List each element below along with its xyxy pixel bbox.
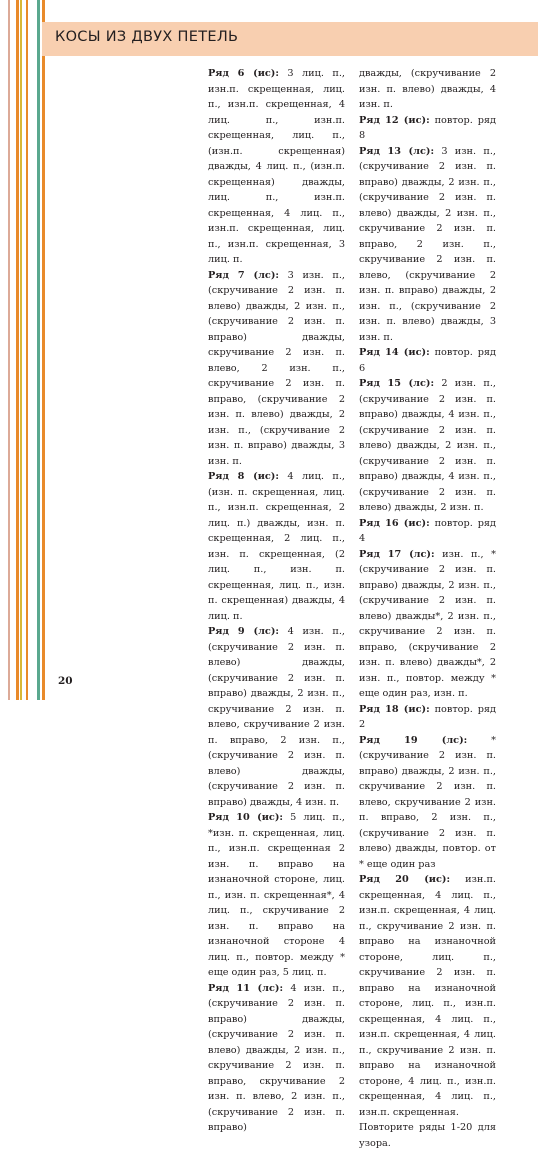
pattern-row-paragraph [208,981,345,1136]
row-instructions: 5 лиц. п., *изн. п. скрещенная, лиц. п., изн.п. скрещенная 2 изн. п. вправо на изнаночной стороне, лиц. п., изн. п. скрещенная*, 4 лиц. п., скручивание 2 изн. п. вправо на изнаночной стороне 4 лиц. п., повтор. между * еще один раз, 5 лиц. п. [208,812,346,978]
pattern-row-paragraph [359,144,496,346]
row-instructions: дважды, (скручивание 2 изн. п. влево) дважды, 4 изн. п. [359,68,496,110]
row-label: Ряд 13 (лс): [359,145,435,157]
pattern-row-paragraph [359,547,496,702]
page-number: 20 [58,675,73,687]
row-instructions: повтор. ряд 6 [359,347,496,374]
pattern-row-paragraph [359,376,496,516]
row-instructions: *(скручивание 2 изн. п. вправо) дважды, 2 изн. п., скручивание 2 изн. п. влево, скручивание 2 изн. п. вправо, 2 изн. п., (скручивание 2 изн. п. влево) дважды, повтор. от * еще один раз [359,734,496,870]
row-instructions: изн. п., *(скручивание 2 изн. п. вправо) дважды, 2 изн. п., (скручивание 2 изн. п. влево) дважды*, 2 изн. п., скручивание 2 изн. п. вправо, (скручивание 2 изн. п. влево) дважды*, 2 изн. п., повтор. между * еще один раз, изн. п. [359,548,496,699]
row-label: Ряд 15 (лс): [359,378,435,389]
row-instructions: повтор. ряд 2 [359,703,496,730]
row-instructions: 2 изн. п., (скручивание 2 изн. п. вправо) дважды, 4 изн. п., (скручивание 2 изн. п. влево) дважды, 2 изн. п., (скручивание 2 изн. п. вправо) дважды, 4 изн. п., (скручивание 2 изн. п. влево) дважды, 2 изн. п. [359,378,496,513]
stripe-orange-1 [16,0,19,700]
pattern-row-paragraph [208,810,345,981]
stripe-orange-3 [42,0,45,700]
top-strip [0,0,538,9]
pattern-row-paragraph [208,268,345,470]
row-instructions: 3 лиц. п., изн.п. скрещенная, лиц. п., изн.п. скрещенная, 4 лиц. п., изн.п. скрещенная, лиц. п., (изн.п. скрещенная) дважды, 4 лиц. п., (изн.п. скрещенная) дважды, лиц. п., изн.п. скрещенная, 4 лиц. п., изн.п. скрещенная, лиц. п., изн.п. скрещенная, 3 лиц. п. [208,68,345,265]
pattern-row-paragraph [359,113,496,144]
row-label: Ряд 7 (лс): [208,269,279,281]
row-instructions: 3 изн. п., (скручивание 2 изн. п. вправо) дважды, 2 изн. п., (скручивание 2 изн. п. влево) дважды, 2 изн. п., скручивание 2 изн. п. вправо, 2 изн. п., скручивание 2 изн. п. влево, (скручивание 2 изн. п. вправо) дважды, 2 изн. п., (скручивание 2 изн. п. влево) дважды, 3 изн. п. [359,145,496,343]
instructions-right-column [359,66,496,1151]
stripe-teal [37,0,40,700]
stripe-yellow [20,0,22,700]
pattern-row-paragraph [208,624,345,810]
stripe-pink [8,0,10,700]
row-label: Ряд 16 (ис): [359,517,430,529]
pattern-row-paragraph [359,66,496,113]
pattern-row-paragraph [359,872,496,1120]
row-label: Ряд 17 (лс): [359,548,435,560]
row-instructions: 4 изн. п., (скручивание 2 изн. п. влево) дважды, (скручивание 2 изн. п. вправо) дважды, 2 изн. п., скручивание 2 изн. п. влево, скручивание 2 изн. п. вправо, 2 изн. п., (скручивание 2 изн. п. влево) дважды, (скручивание 2 изн. п. вправо) дважды, 4 изн. п. [208,626,346,808]
row-label: Ряд 19 (лс): [359,734,468,746]
pattern-row-paragraph [359,345,496,376]
pattern-row-paragraph [359,702,496,733]
stripe-orange-2 [26,0,28,700]
row-label: Ряд 11 (лс): [208,982,284,994]
row-label: Ряд 12 (ис): [359,114,430,126]
pattern-row-paragraph [359,733,496,873]
row-label: Ряд 18 (ис): [359,703,430,715]
row-instructions: 4 лиц. п., (изн. п. скрещенная, лиц. п., изн.п. скрещенная, 2 лиц. п.) дважды, изн. п. скрещенная, 2 лиц. п., изн. п. скрещенная, (2 лиц. п., изн. п. скрещенная, лиц. п., изн. п. скрещенная) дважды, 4 лиц. п. [208,471,345,622]
section-title: КОСЫ ИЗ ДВУХ ПЕТЕЛЬ [55,29,239,45]
row-label: Ряд 20 (ис): [359,874,451,885]
pattern-row-paragraph [359,516,496,547]
row-label: Ряд 9 (лс): [208,626,279,637]
row-instructions: повтор. ряд 4 [359,517,496,544]
row-instructions: 3 изн. п., (скручивание 2 изн. п. влево) дважды, 2 изн. п., (скручивание 2 изн. п. вправо) дважды, скручивание 2 изн. п. влево, 2 изн. п., скручивание 2 изн. п. вправо, (скручивание 2 изн. п. влево) дважды, 2 изн. п., (скручивание 2 изн. п. вправо) дважды, 3 изн. п. [208,269,346,467]
row-instructions: Повторите ряды 1-20 для узора. [359,1122,496,1149]
instructions-left-column [208,66,345,1136]
row-instructions: повтор. ряд 8 [359,114,496,141]
row-instructions: 4 изн. п., (скручивание 2 изн. п. вправо) дважды, (скручивание 2 изн. п. влево) дважды, 2 изн. п., скручивание 2 изн. п. вправо, скручивание 2 изн. п. влево, 2 изн. п., (скручивание 2 изн. п. вправо) [208,982,345,1133]
row-label: Ряд 10 (ис): [208,812,283,823]
row-label: Ряд 6 (ис): [208,68,279,79]
decorative-yarn-stripes [0,0,52,700]
pattern-row-paragraph [208,469,345,624]
row-instructions: изн.п. скрещенная, 4 лиц. п., изн.п. скрещенная, 4 лиц. п., скручивание 2 изн. п. вправо на изнаночной стороне, лиц. п., скручивание 2 изн. п. вправо на изнаночной стороне, лиц. п., изн.п. скрещенная, 4 лиц. п., изн.п. скрещенная, 4 лиц. п., скручивание 2 изн. п. вправо на изнаночной стороне, 4 лиц. п., изн.п. скрещенная, 4 лиц. п., изн.п. скрещенная. [359,874,496,1118]
row-label: Ряд 8 (ис): [208,471,279,482]
pattern-row-paragraph [208,66,345,268]
row-label: Ряд 14 (ис): [359,347,430,358]
pattern-row-paragraph [359,1120,496,1151]
